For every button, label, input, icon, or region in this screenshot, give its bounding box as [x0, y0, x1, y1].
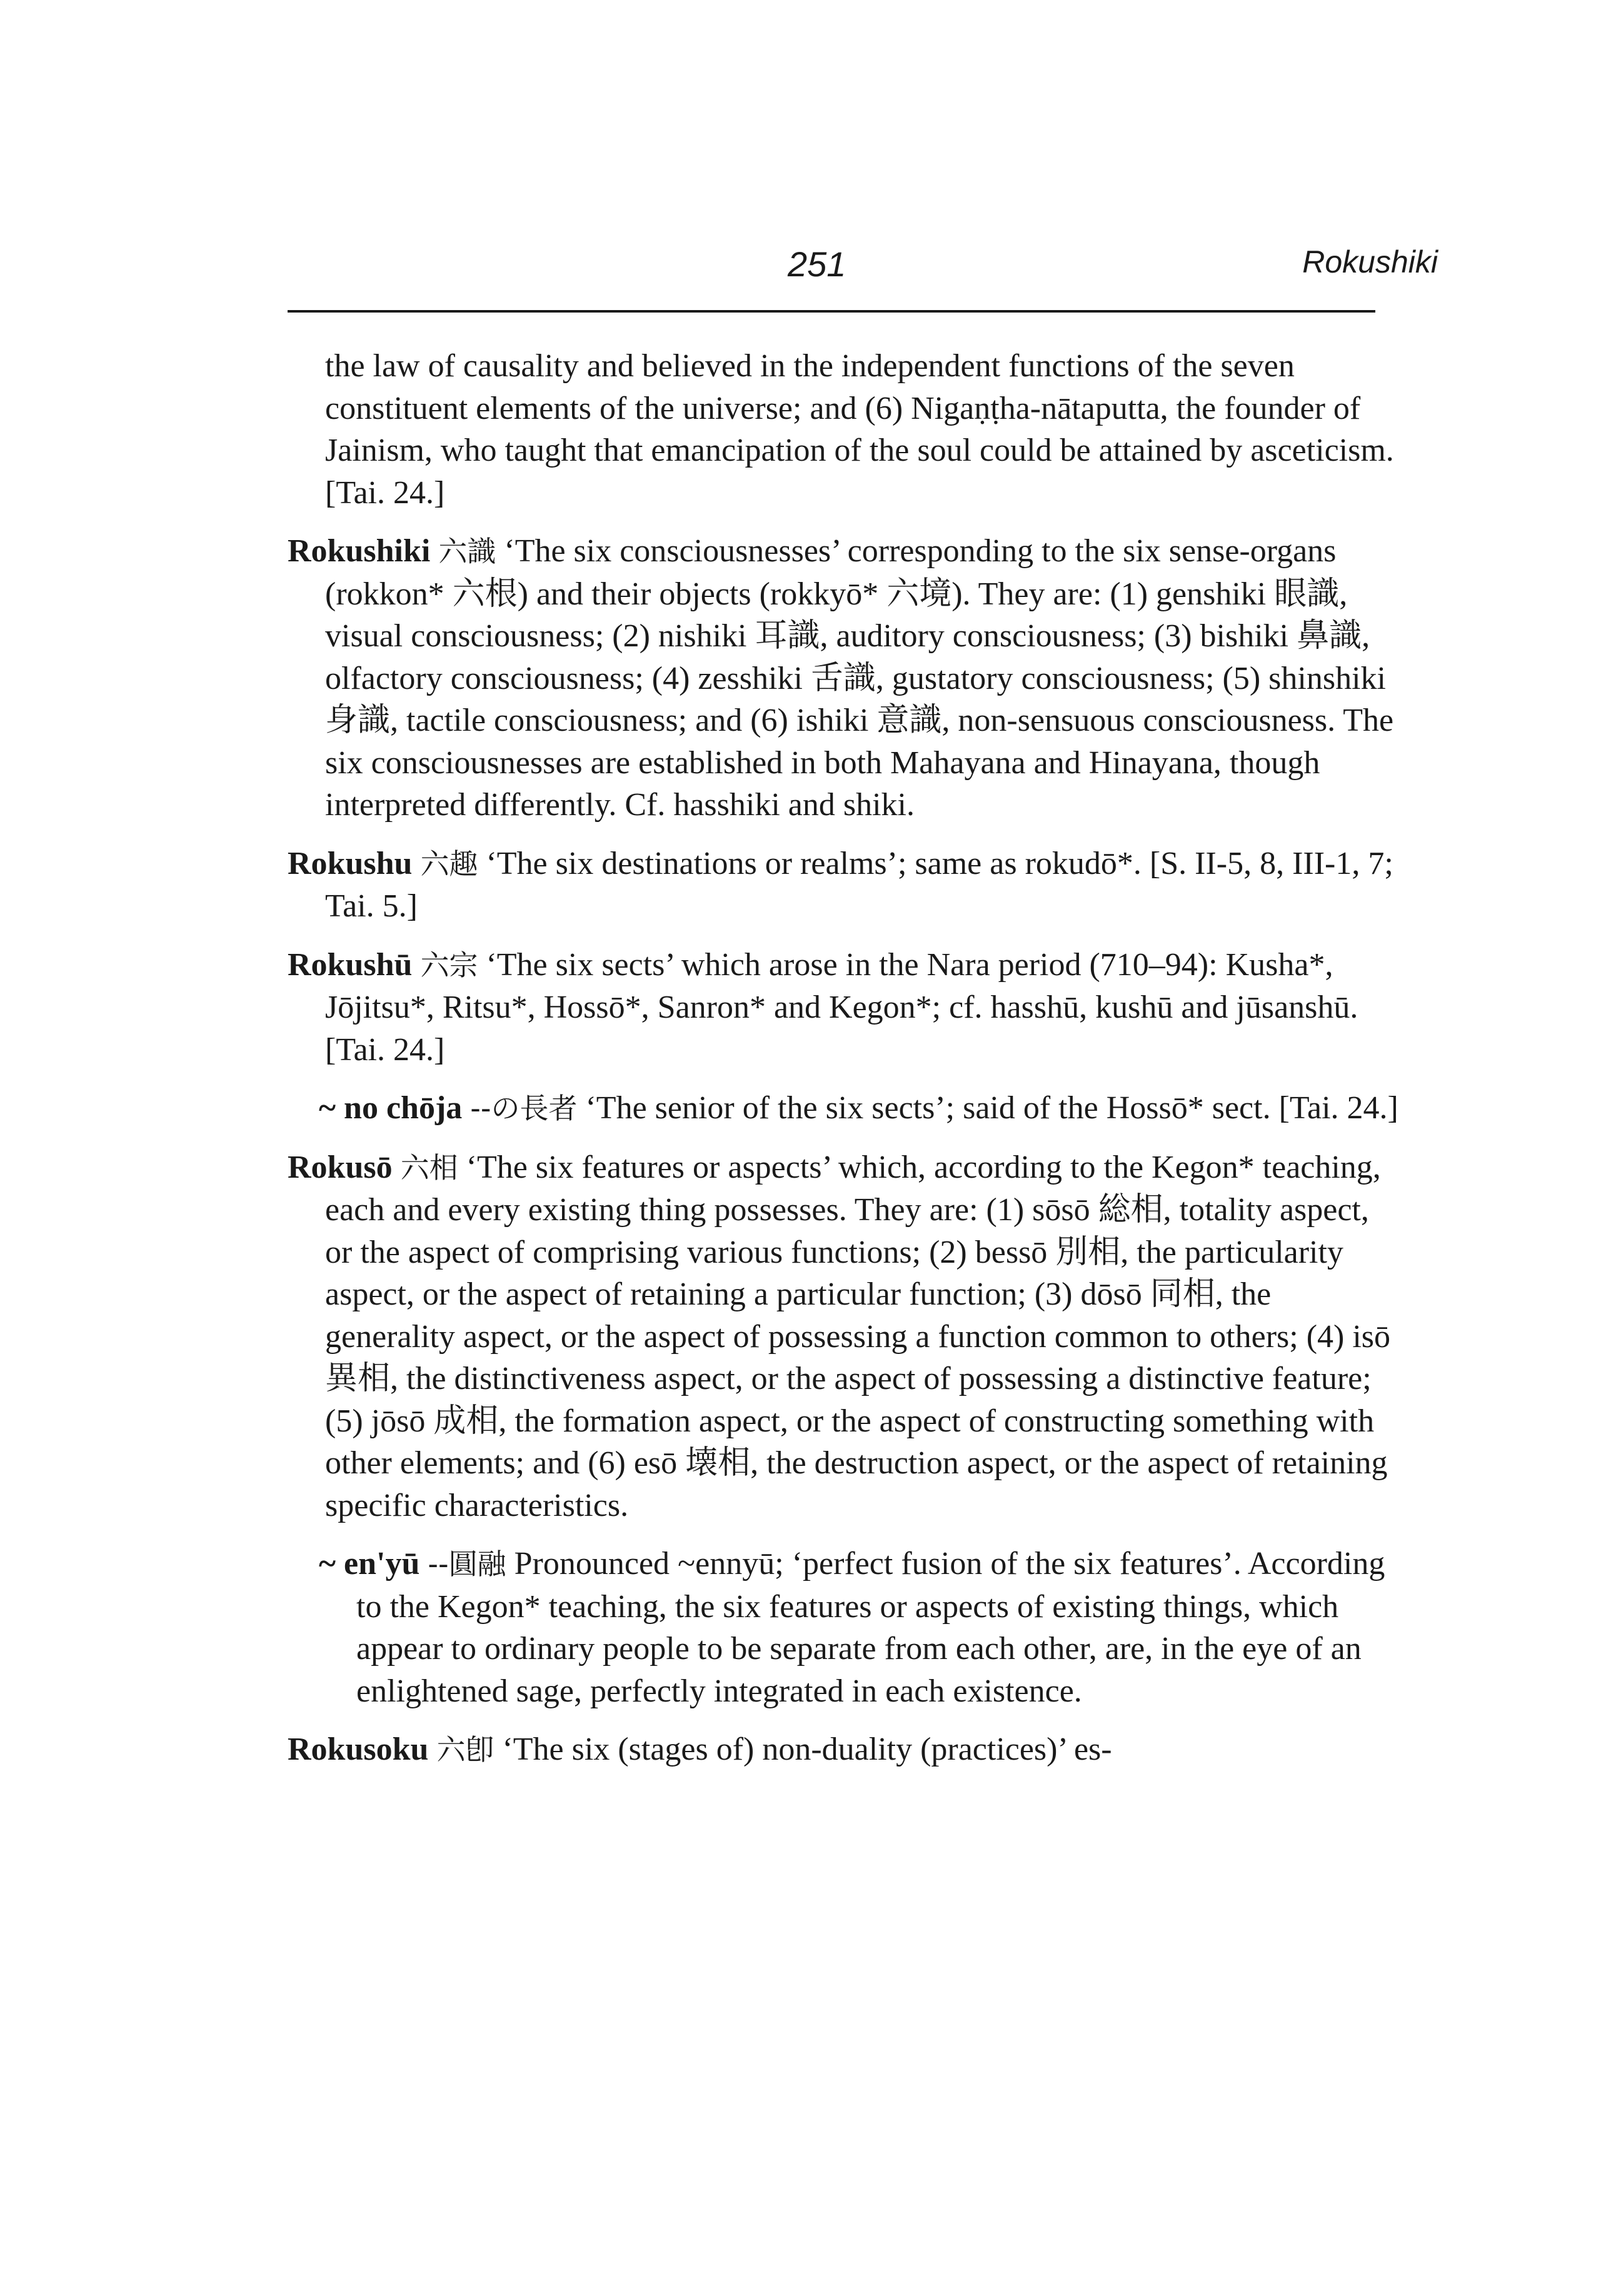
kanji: --の長者 [470, 1091, 578, 1125]
dictionary-page [288, 244, 1438, 1788]
headword: Rokushū [288, 946, 413, 983]
kanji: 六識 [438, 534, 496, 568]
definition: ‘The senior of the six sects’; said of the Hossō* sect. [Tai. 24.] [585, 1090, 1398, 1126]
entry-rokushu [288, 843, 1400, 928]
running-head: Rokushiki [1302, 244, 1438, 279]
entry-rokusoku [288, 1728, 1400, 1772]
continuation-text: the law of causality and believed in the independent functions of the seven constituent elements of the universe; and (6) Nigaṇṭha-nātaputta, the founder of Jainism, who taught that emancipation of the soul could be attained by asceticism. [Tai. 24.] [325, 348, 1394, 511]
definition: ‘The six features or aspects’ which, according to the Kegon* teaching, each and every existing thing possesses. They are: (1) sōsō 総相, totality aspect, or the aspect of comprising various functions; (2) bessō 別相, the particularity aspect, or the aspect of retaining a particular function; (3) dōsō 同相, the generality aspect, or the aspect of possessing a function common to others; (4) isō 異相, the distinctiveness aspect, or the aspect of possessing a distinctive feature; (5) jōsō 成相, the formation aspect, or the aspect of constructing something with other elements; and (6) esō 壊相, the destruction aspect, or the aspect of retaining specific characteristics. [325, 1149, 1391, 1523]
headword: ~ no chōja [319, 1090, 463, 1126]
definition: ‘The six consciousnesses’ corresponding to the six sense-organs (rokkon* 六根) and their objects (rokkyō* 六境). They are: (1) genshiki 眼識, visual consciousness; (2) nishiki 耳識, auditory consciousness; (3) bishiki 鼻識, olfactory consciousness; (4) zesshiki 舌識, gustatory consciousness; (5) shinshiki 身識, tactile consciousness; and (6) ishiki 意識, non-sensuous consciousness. The six consciousnesses are established in both Mahayana and Hinayana, though interpreted differently. Cf. hasshiki and shiki. [325, 533, 1394, 823]
headword: Rokushu [288, 845, 413, 881]
entry-rokuso [288, 1146, 1400, 1527]
entry-rokushu-sects [288, 944, 1400, 1071]
kanji: 六卽 [436, 1733, 494, 1767]
entries-body [288, 345, 1400, 1772]
headword: Rokusoku [288, 1732, 429, 1767]
entry-rokushiki [288, 530, 1400, 826]
headword: Rokusō [288, 1149, 393, 1185]
header-rule [288, 310, 1375, 313]
subentry-no-choja [319, 1087, 1400, 1130]
headword: Rokushiki [288, 533, 431, 569]
definition: Pronounced ~ennyū; ‘perfect fusion of the six features’. According to the Kegon* teaching, the six features or aspects of existing things, which appear to ordinary people to be separate from each other, are, in the eye of an enlightened sage, perfectly integrated in each existence. [356, 1546, 1385, 1709]
headword: ~ en'yū [319, 1546, 420, 1582]
definition: ‘The six destinations or realms’; same as rokudō*. [S. II-5, 8, III-1, 7; Tai. 5.] [325, 845, 1393, 924]
subentry-en-yu [319, 1543, 1400, 1712]
kanji: 六趣 [420, 846, 478, 881]
page-number: 251 [788, 244, 846, 284]
kanji: 六相 [400, 1150, 458, 1185]
kanji: --圓融 [428, 1547, 506, 1581]
kanji: 六宗 [420, 948, 478, 982]
definition: ‘The six (stages of) non-duality (practices)’ es- [502, 1732, 1112, 1767]
definition: ‘The six sects’ which arose in the Nara period (710–94): Kusha*, Jōjitsu*, Ritsu*, Hossō*, Sanron* and Kegon*; cf. hasshū, kushū and jūsanshū. [Tai. 24.] [325, 946, 1358, 1068]
page-header [288, 244, 1438, 294]
